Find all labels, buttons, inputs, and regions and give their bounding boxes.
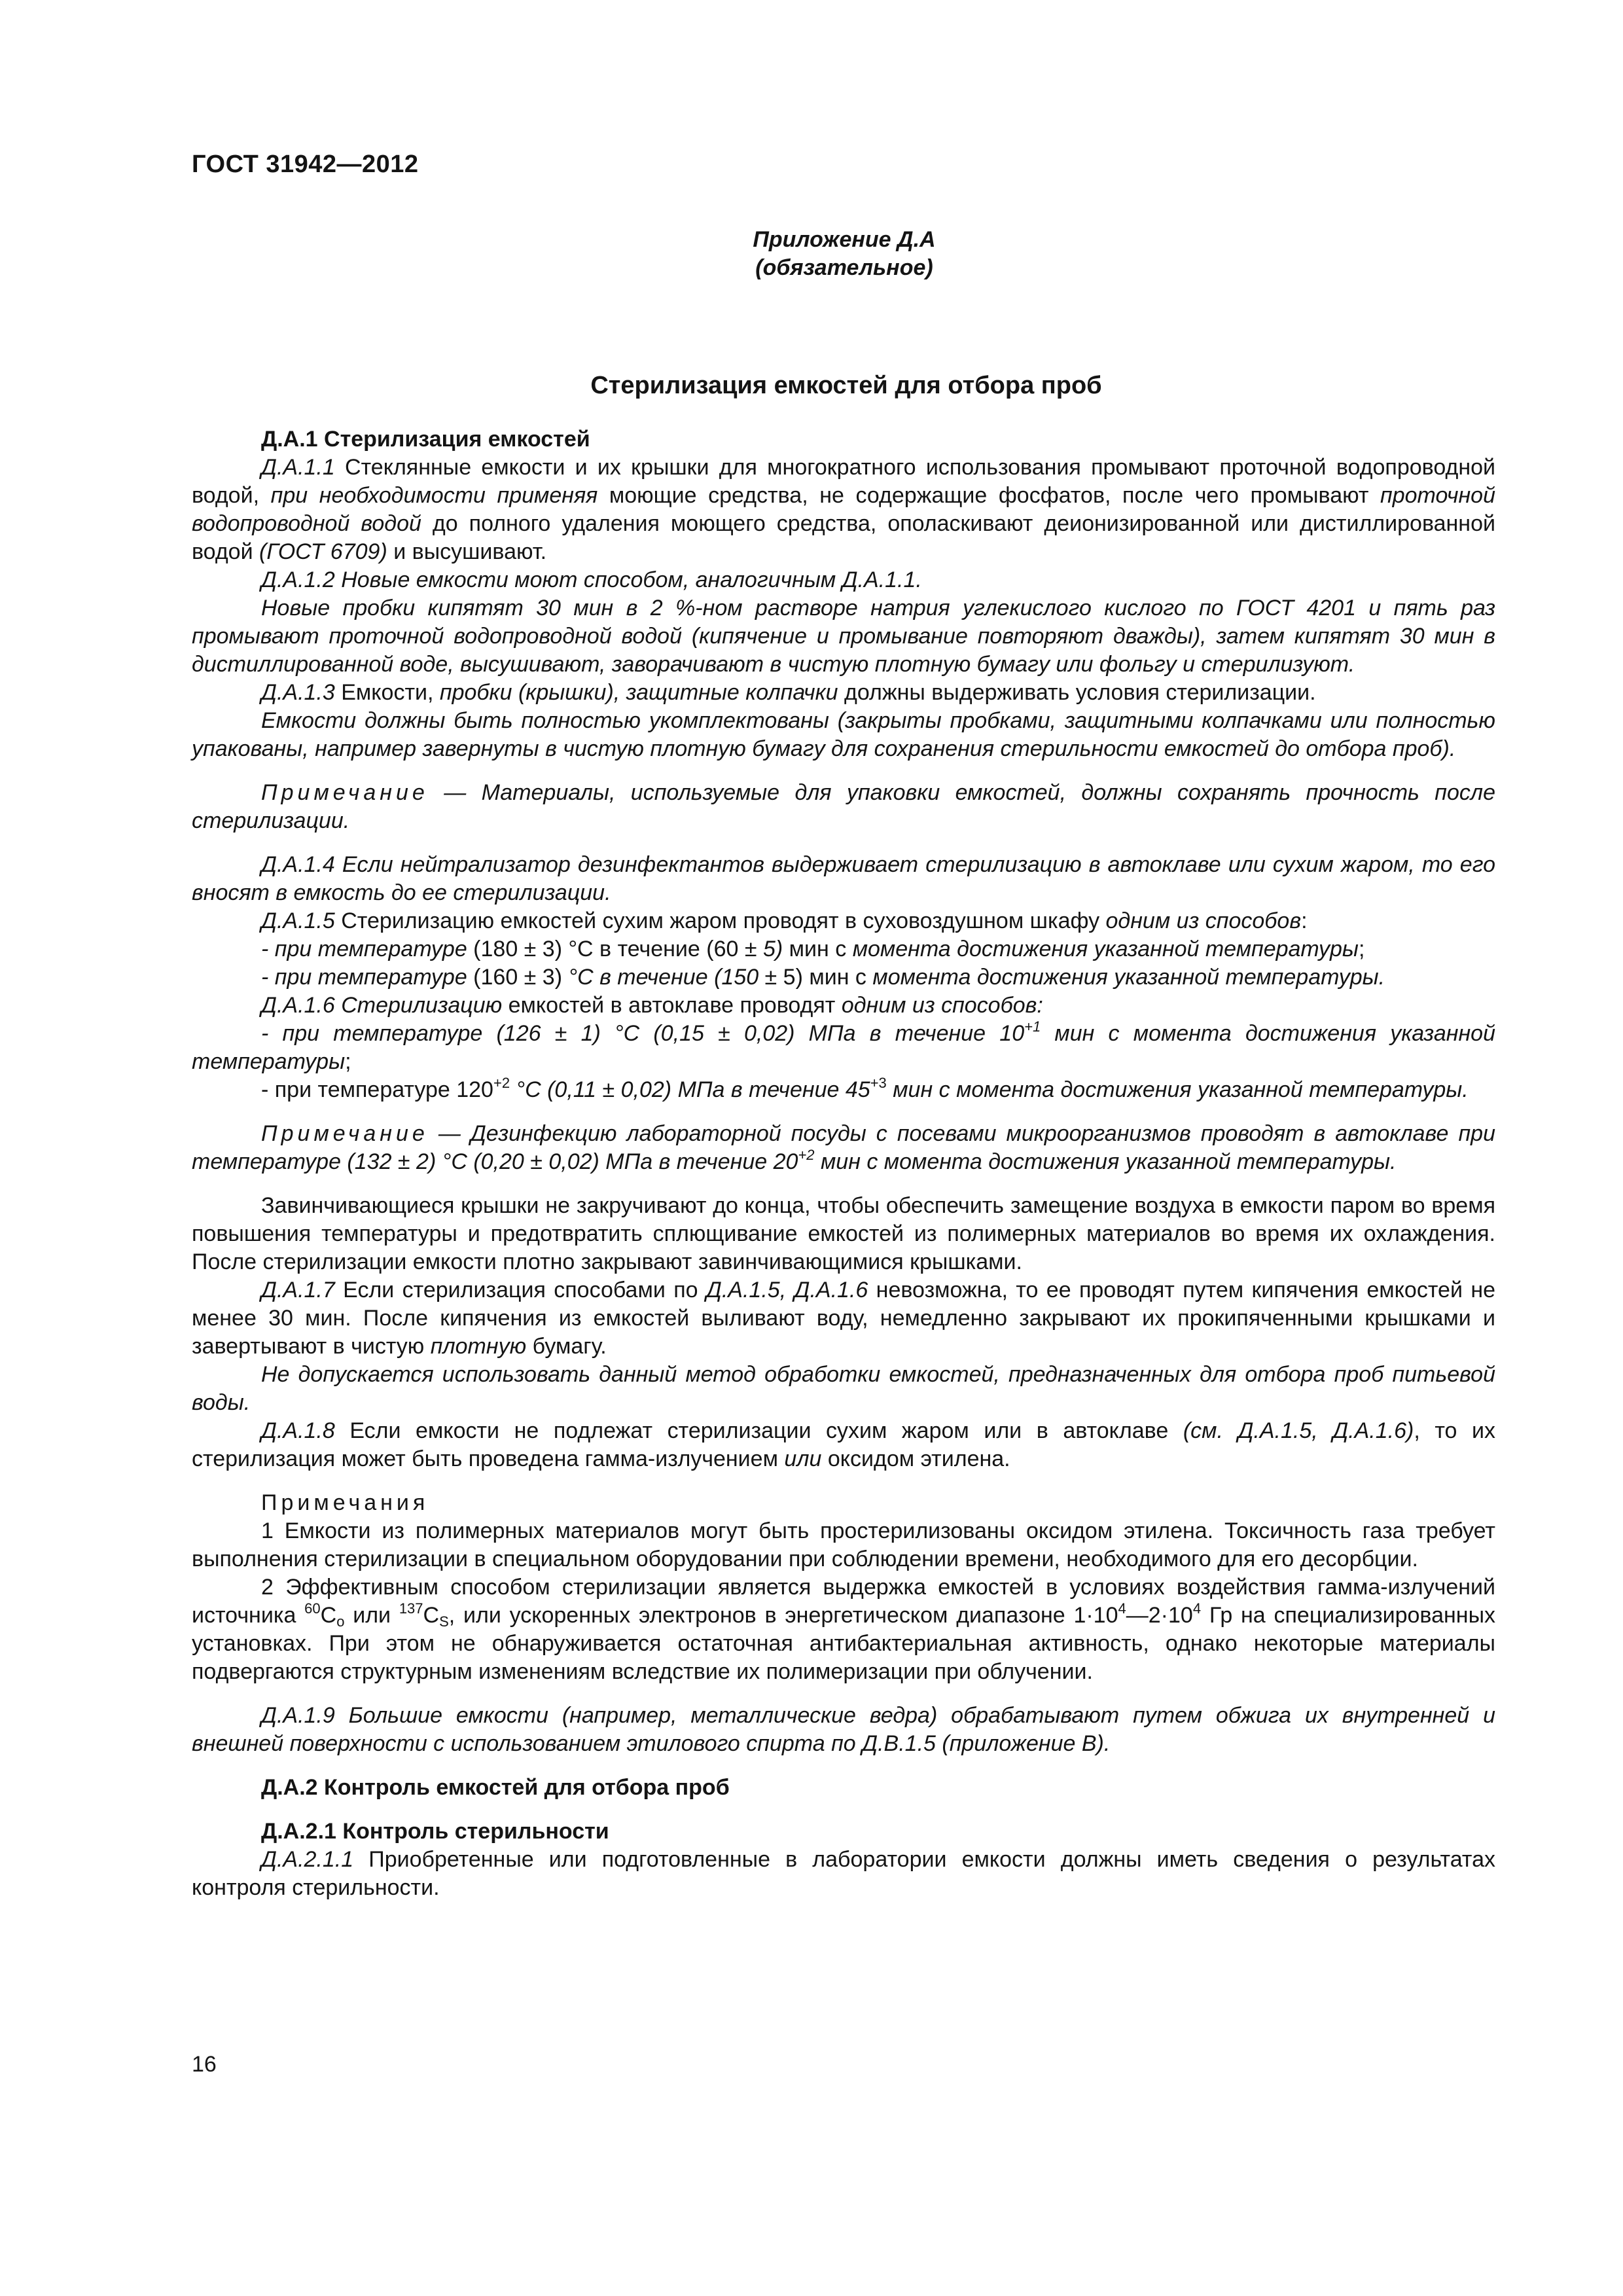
paragraph-da1-8: Д.А.1.8 Если емкости не подлежат стерилизации сухим жаром или в автоклаве (см. Д.А.1.5, Д.А.1.6), то их стерилизация может быть проведена гамма-излучением или оксидом этилена. [192,1418,1495,1471]
paragraph-screw-caps: Завинчивающиеся крышки не закручивают до конца, чтобы обеспечить замещение воздуха в емкости паром во время повышения температуры и предотвратить сплющивание емкостей из полимерных материалов во время их охлаждения. После стерилизации емкости плотно закрывают завинчивающимися крышками. [192,1193,1495,1274]
standard-designation: ГОСТ 31942—2012 [192,151,419,178]
paragraph-drinking-water-restriction: Не допускается использовать данный метод обработки емкостей, предназначенных для отбора проб питьевой воды. [192,1362,1495,1415]
paragraph-new-stoppers: Новые пробки кипятят 30 мин в 2 %-ном растворе натрия углекислого кислого по ГОСТ 4201 и пять раз промывают проточной водопроводной водой (кипячение и промывание повторяют дважды), затем кипятят 30 мин в дистиллированной воде, высушивают, заворачивают в чистую плотную бумагу или фольгу и стерилизуют. [192,596,1495,677]
page-number: 16 [192,2052,217,2077]
section-heading-da2: Д.А.2 Контроль емкостей для отбора проб [261,1775,730,1800]
paragraph-containers-packed: Емкости должны быть полностью укомплектованы (закрыты пробками, защитными колпачками или полностью упакованы, например завернуты в чистую плотную бумагу для сохранения стерильности емкостей до отбора проб). [192,708,1495,761]
paragraph-da1-6: Д.А.1.6 Стерилизацию емкостей в автоклаве проводят одним из способов: [261,993,1043,1018]
paragraph-da1-7: Д.А.1.7 Если стерилизация способами по Д.А.1.5, Д.А.1.6 невозможна, то ее проводят путем кипячения емкостей не менее 30 мин. После кипячения из емкостей выливают воду, немедленно закрывают их прокипяченными крышками и завертывают в чистую плотную бумагу. [192,1278,1496,1359]
note-item-1: 1 Емкости из полимерных материалов могут быть простерилизованы оксидом этилена. Токсичность газа требует выполнения стерилизации в специальном оборудовании при соблюдении времени, необходимого для его десорбции. [192,1518,1495,1571]
note-packaging: Примечание — Материалы, используемые для упаковки емкостей, должны сохранять прочность после стерилизации. [192,780,1495,833]
paragraph-da1-5: Д.А.1.5 Стерилизацию емкостей сухим жаром проводят в суховоздушном шкафу одним из способов: [261,908,1308,933]
appendix-title: Стерилизация емкостей для отбора проб [590,372,1102,399]
appendix-status: (обязательное) [755,255,933,280]
section-heading-da2-1: Д.А.2.1 Контроль стерильности [261,1819,609,1844]
document-body [192,425,1495,1902]
list-item-autoclave-120: - при температуре $120^{+2}$ °С (0,11 ± 0,02) МПа в течение $45^{+3}$ мин с момента достижения указанной температуры. [261,1075,1469,1102]
note-disinfection: Примечание — Дезинфекцию лабораторной посуды с посевами микроорганизмов проводят в автоклаве при температуре (132 ± 2) °С (0,20 ± 0,02) МПа в течение $20^{+2}$ мин с момента достижения указанной температуры. [192,1121,1495,1174]
paragraph-da1-9: Д.А.1.9 Большие емкости (например, металлические ведра) обрабатывают путем обжига их внутренней и внешней поверхности с использованием этилового спирта по Д.В.1.5 (приложение В). [192,1703,1495,1756]
list-item-autoclave-126: - при температуре (126 ± 1) °С (0,15 ± 0,02) МПа в течение $10^{+1}$ мин с момента достижения указанной температуры; [192,1018,1495,1074]
paragraph-da1-3: Д.А.1.3 Емкости, пробки (крышки), защитные колпачки должны выдерживать условия стерилизации. [261,680,1316,705]
section-heading-da1: Д.А.1 Стерилизация емкостей [261,427,590,452]
note-item-2: 2 Эффективным способом стерилизации является выдержка емкостей в условиях воздействия гамма-излучений источника $^{60}C_o$ или $^{137}C_S$, или ускоренных электронов в энергетическом диапазоне $1\cdot 10^4—2\cdot 10^4$ Гр на специализированных установках. При этом не обнаруживается остаточная антибактериальная активность, однако некоторые материалы подвергаются структурным изменениям вследствие их полимеризации при облучении. [192,1575,1496,1684]
paragraph-da1-2: Д.А.1.2 Новые емкости моют способом, аналогичным Д.А.1.1. [261,567,922,592]
notes-label: Примечания [261,1490,429,1515]
paragraph-da1-1: Д.А.1.1 Стеклянные емкости и их крышки для многократного использования промывают проточной водопроводной водой, при необходимости применяя моющие средства, не содержащие фосфатов, после чего промывают проточной водопроводной водой до полного удаления моющего средства, ополаскивают деионизированной или дистиллированной водой (ГОСТ 6709) и высушивают. [192,455,1495,564]
appendix-label: Приложение Д.А [753,227,936,252]
appendix-label-block [654,226,1034,282]
list-item-dry-heat-180: - при температуре (180 ± 3) °С в течение (60 ± 5) мин с момента достижения указанной температуры; [261,937,1365,961]
list-item-dry-heat-160: - при температуре (160 ± 3) °С в течение (150 ± 5) мин с момента достижения указанной температуры. [261,965,1385,990]
paragraph-da2-1-1: Д.А.2.1.1 Приобретенные или подготовленные в лаборатории емкости должны иметь сведения о результатах контроля стерильности. [192,1847,1495,1900]
paragraph-da1-4: Д.А.1.4 Если нейтрализатор дезинфектантов выдерживает стерилизацию в автоклаве или сухим жаром, то его вносят в емкость до ее стерилизации. [192,852,1495,905]
